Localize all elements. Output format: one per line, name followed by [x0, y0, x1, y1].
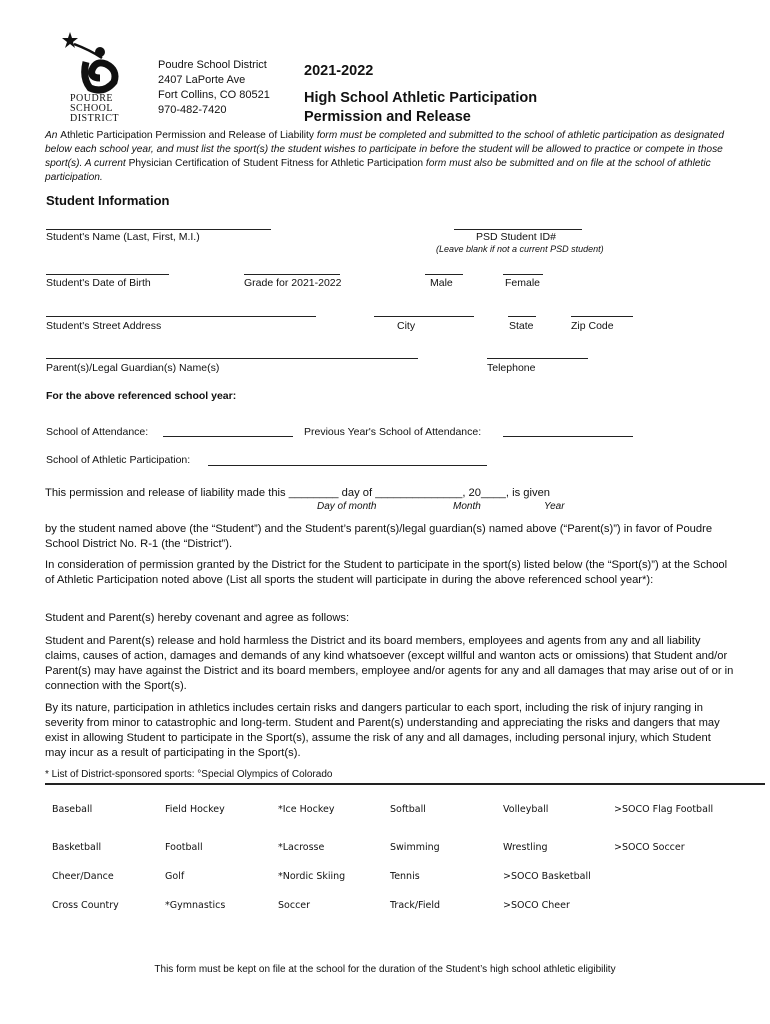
- sport-item: >SOCO Soccer: [614, 842, 685, 853]
- district-address: [158, 58, 270, 118]
- intro-paragraph: [45, 129, 735, 185]
- release-paragraph-3: Student and Parent(s) hereby covenant and agree as follows:: [45, 612, 350, 624]
- sport-item: *Lacrosse: [278, 842, 325, 853]
- school-year-heading: For the above referenced school year:: [46, 390, 237, 402]
- grade-label: Grade for 2021-2022: [244, 277, 342, 289]
- student-id-note: (Leave blank if not a current PSD student): [436, 244, 604, 254]
- address-line: Fort Collins, CO 80521: [158, 89, 270, 101]
- athletic-school-label: School of Athletic Participation:: [46, 454, 191, 466]
- school-year: 2021-2022: [304, 63, 374, 79]
- street-address-label: Student's Street Address: [46, 320, 162, 332]
- sport-item: Swimming: [390, 842, 440, 853]
- intro-form-name: Athletic Participation Permission and Release of Liability: [60, 130, 314, 141]
- sport-item: Cheer/Dance: [52, 871, 114, 882]
- dob-field[interactable]: [46, 274, 169, 275]
- sport-item: >SOCO Cheer: [503, 900, 570, 911]
- city-label: City: [397, 320, 416, 332]
- sport-item: Volleyball: [503, 804, 549, 815]
- sport-item: Golf: [165, 871, 185, 882]
- release-paragraph-4: Student and Parent(s) release and hold harmless the District and its board members, employees and agents from any and all liability claims, causes of action, damages and demands of any kind whatsoever (except willful and wanton acts or omissions) that Student and/or Parent(s) may have against the District and its board members, employee and/or agents for any and all damages that may arise out of or in connection with the Sport(s).: [45, 635, 734, 692]
- sport-item: *Ice Hockey: [278, 804, 335, 815]
- telephone-field[interactable]: [487, 358, 588, 359]
- logo-text-line: POUDRE: [70, 93, 114, 104]
- student-id-field[interactable]: [454, 229, 582, 230]
- intro-text: An: [45, 130, 61, 141]
- month-label: Month: [453, 501, 481, 512]
- prev-attendance-label: Previous Year's School of Attendance:: [304, 426, 482, 438]
- sport-item: Wrestling: [503, 842, 548, 853]
- sports-divider: [45, 783, 765, 785]
- grade-field[interactable]: [244, 274, 340, 275]
- address-line: Poudre School District: [158, 59, 267, 71]
- date-line: This permission and release of liability made this ________ day of ______________, 20____, is given: [45, 487, 551, 499]
- student-id-label: PSD Student ID#: [476, 231, 556, 243]
- intro-text: form must be completed and submitted to the school of athletic participation as designated below each school year, and must list the sport(s) the student wishes to participate in before the student will be allowed to practice or compete in those sport(s). A current: [45, 130, 724, 169]
- female-label: Female: [505, 277, 541, 289]
- sport-item: Basketball: [52, 842, 102, 853]
- state-label: State: [509, 320, 534, 332]
- sport-item: Soccer: [278, 900, 311, 911]
- street-address-field[interactable]: [46, 316, 316, 317]
- logo-text: [70, 94, 119, 124]
- logo-text-line: SCHOOL: [70, 103, 114, 114]
- state-field[interactable]: [508, 316, 536, 317]
- address-line: 2407 LaPorte Ave: [158, 74, 246, 86]
- attendance-field[interactable]: [163, 436, 293, 437]
- intro-text: form must also be submitted and on file at the school of athletic participation.: [45, 158, 711, 183]
- female-field[interactable]: [503, 274, 543, 275]
- title-line: High School Athletic Participation: [304, 90, 538, 106]
- student-name-label: Student's Name (Last, First, M.I.): [46, 231, 200, 243]
- sport-item: Football: [165, 842, 203, 853]
- zip-label: Zip Code: [571, 320, 614, 332]
- telephone-label: Telephone: [487, 362, 536, 374]
- form-title: [304, 62, 537, 127]
- district-logo: [60, 28, 130, 98]
- sport-item: >SOCO Basketball: [503, 871, 591, 882]
- day-of-month-label: Day of month: [317, 501, 377, 512]
- student-name-field[interactable]: [46, 229, 271, 230]
- sport-item: Cross Country: [52, 900, 119, 911]
- student-info-heading: Student Information: [46, 193, 170, 208]
- dob-label: Student's Date of Birth: [46, 277, 151, 289]
- district-logo-icon: [60, 28, 130, 98]
- sport-item: >SOCO Flag Football: [614, 804, 714, 815]
- sport-item: Softball: [390, 804, 426, 815]
- male-label: Male: [430, 277, 453, 289]
- phone-line: 970-482-7420: [158, 104, 227, 116]
- intro-form-name: Physician Certification of Student Fitness for Athletic Participation: [128, 158, 424, 169]
- zip-field[interactable]: [571, 316, 633, 317]
- sport-item: Baseball: [52, 804, 93, 815]
- prev-attendance-field[interactable]: [503, 436, 633, 437]
- sport-item: *Nordic Skiing: [278, 871, 346, 882]
- guardian-name-label: Parent(s)/Legal Guardian(s) Name(s): [46, 362, 220, 374]
- guardian-name-field[interactable]: [46, 358, 418, 359]
- footer-note: This form must be kept on file at the school for the duration of the Student’s high school athletic eligibility: [154, 964, 616, 975]
- title-line: Permission and Release: [304, 109, 471, 125]
- year-label: Year: [544, 501, 565, 512]
- sport-item: Field Hockey: [165, 804, 225, 815]
- logo-text-line: DISTRICT: [70, 113, 119, 124]
- sport-item: Track/Field: [390, 900, 440, 911]
- city-field[interactable]: [374, 316, 474, 317]
- sports-caption: * List of District-sponsored sports: °Special Olympics of Colorado: [45, 769, 333, 780]
- sport-item: *Gymnastics: [165, 900, 226, 911]
- athletic-school-field[interactable]: [208, 465, 487, 466]
- male-field[interactable]: [425, 274, 463, 275]
- sport-item: Tennis: [390, 871, 420, 882]
- release-paragraph-5: By its nature, participation in athletics includes certain risks and dangers particular to each sport, including the risk of injury ranging in severity from minor to catastrophic and long-term. Student and Parent(s) understanding and appreciating the risks and dangers that may exist in allowing Student to participate in the Sport(s), assume the risk of any and all damages, including personal injury, which Student may incur as a result of participating in the Sport(s).: [45, 702, 720, 759]
- release-paragraph-2: In consideration of permission granted by the District for the Student to participate in the sport(s) listed below (the “Sport(s)”) at the School of Athletic Participation noted above (List all sports the student will participate in during the above referenced school year*):: [45, 559, 728, 586]
- attendance-label: School of Attendance:: [46, 426, 149, 438]
- release-paragraph-1: by the student named above (the “Student”) and the Student’s parent(s)/legal guardian(s) named above (“Parent(s)”) in favor of Poudre School District No. R-1 (the “District”).: [45, 523, 713, 550]
